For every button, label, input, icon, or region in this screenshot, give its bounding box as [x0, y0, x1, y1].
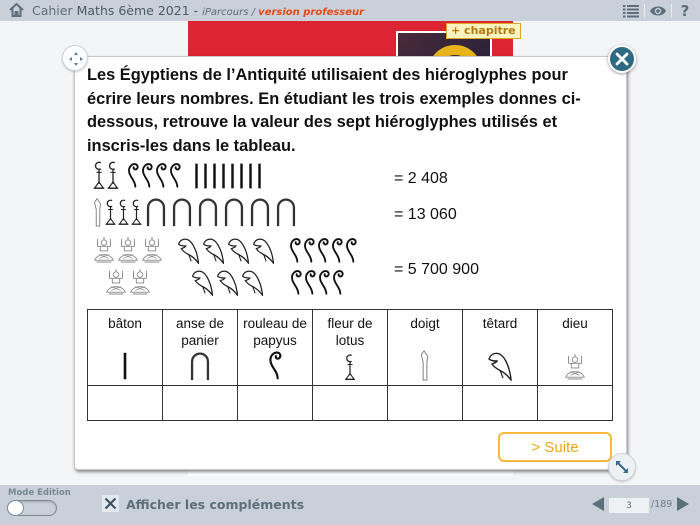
- header-cell-rouleau: [238, 310, 313, 386]
- header-cell-tetard: [463, 310, 538, 386]
- papyrus-scroll-icon: [316, 236, 330, 264]
- stick-icon: [228, 162, 237, 190]
- basket-handle-icon: [247, 197, 273, 227]
- answer-cell-dieu[interactable]: [538, 386, 613, 421]
- mode-edition-toggle[interactable]: [7, 500, 57, 516]
- tadpole-icon: [251, 237, 276, 264]
- papyrus-scroll-icon: [330, 236, 344, 264]
- list-icon[interactable]: [622, 2, 640, 19]
- god-icon: [116, 236, 140, 264]
- lotus-icon: [117, 197, 130, 227]
- papyrus-scroll-icon: [344, 236, 358, 264]
- move-handle[interactable]: [62, 45, 88, 71]
- home-icon[interactable]: [9, 3, 24, 17]
- header-cell-lotus: [313, 310, 388, 386]
- previous-page-icon[interactable]: [592, 497, 604, 511]
- tadpole-icon: [215, 269, 240, 296]
- lotus-icon: [313, 353, 387, 381]
- x-mark-icon: [104, 497, 117, 510]
- finger-icon: [388, 349, 462, 381]
- example-3-value: = 5 700 900: [394, 261, 479, 278]
- lotus-icon: [104, 197, 117, 227]
- example-1-value: = 2 408: [394, 170, 448, 187]
- header-label: bâton: [108, 316, 142, 331]
- title-main: Cahier: [32, 3, 73, 18]
- stick-icon: [255, 162, 264, 190]
- divider: [671, 4, 672, 18]
- tadpole-icon: [240, 269, 265, 296]
- stick-icon: [237, 162, 246, 190]
- eye-icon[interactable]: [649, 2, 667, 19]
- page-number-input[interactable]: [609, 498, 649, 513]
- god-icon: [92, 236, 116, 264]
- header-label: anse de: [175, 316, 225, 331]
- papyrus-scroll-icon: [238, 349, 312, 381]
- top-bar: [0, 0, 700, 21]
- table-header-row: [88, 310, 613, 386]
- complements-label[interactable]: Afficher les compléments: [126, 497, 305, 512]
- papyrus-scroll-icon: [302, 236, 316, 264]
- tadpole-icon: [176, 237, 201, 264]
- next-button[interactable]: > Suite: [498, 432, 612, 462]
- next-page-icon[interactable]: [677, 497, 689, 511]
- god-icon: [140, 236, 164, 264]
- stick-icon: [210, 162, 219, 190]
- god-icon: [128, 268, 152, 296]
- answer-cell-tetard[interactable]: [463, 386, 538, 421]
- answer-cell-baton[interactable]: [88, 386, 163, 421]
- app-title: [32, 3, 364, 18]
- stick-icon: [88, 351, 162, 381]
- papyrus-scroll-icon: [288, 236, 302, 264]
- tadpole-icon: [201, 237, 226, 264]
- header-cell-anse: [163, 310, 238, 386]
- table-answer-row: [88, 386, 613, 421]
- close-icon: [615, 52, 629, 66]
- basket-handle-icon: [143, 197, 169, 227]
- complements-checkbox[interactable]: [102, 495, 119, 512]
- toggle-knob: [7, 500, 24, 516]
- tadpole-icon: [226, 237, 251, 264]
- answer-cell-anse[interactable]: [163, 386, 238, 421]
- chapter-badge[interactable]: + chapitre: [446, 23, 521, 39]
- header-label-2: panier: [181, 333, 219, 348]
- stick-icon: [246, 162, 255, 190]
- god-icon: [104, 268, 128, 296]
- divider: [644, 4, 645, 18]
- finger-icon: [92, 197, 104, 227]
- close-button[interactable]: [608, 45, 636, 73]
- header-label-2: lotus: [335, 333, 365, 348]
- header-label: fleur de: [327, 316, 373, 331]
- answer-cell-rouleau[interactable]: [238, 386, 313, 421]
- example-1-glyphs: [92, 160, 264, 190]
- stick-icon: [201, 162, 210, 190]
- move-arrows-icon: [63, 46, 89, 72]
- header-label: doigt: [410, 316, 440, 331]
- title-parcours: iParcours /: [202, 7, 259, 18]
- header-label: rouleau de: [243, 316, 307, 331]
- basket-handle-icon: [221, 197, 247, 227]
- hieroglyph-table: [87, 309, 613, 421]
- papyrus-scroll-icon: [168, 160, 182, 190]
- tadpole-icon: [463, 351, 537, 381]
- papyrus-scroll-icon: [289, 268, 303, 296]
- example-2-value: = 13 060: [394, 206, 457, 223]
- header-label: têtard: [482, 316, 518, 331]
- lotus-icon: [92, 160, 106, 190]
- papyrus-scroll-icon: [126, 160, 140, 190]
- papyrus-scroll-icon: [154, 160, 168, 190]
- stick-icon: [219, 162, 228, 190]
- stick-icon: [192, 162, 201, 190]
- god-icon: [538, 353, 612, 381]
- basket-handle-icon: [169, 197, 195, 227]
- answer-cell-doigt[interactable]: [388, 386, 463, 421]
- resize-arrows-icon: [614, 459, 630, 475]
- papyrus-scroll-icon: [317, 268, 331, 296]
- basket-handle-icon: [273, 197, 299, 227]
- lotus-icon: [106, 160, 120, 190]
- header-label: dieu: [562, 316, 588, 331]
- header-cell-doigt: [388, 310, 463, 386]
- top-icons: [622, 2, 694, 19]
- help-icon[interactable]: ?: [680, 1, 690, 20]
- header-label-2: papyus: [253, 333, 297, 348]
- header-cell-dieu: [538, 310, 613, 386]
- basket-handle-icon: [195, 197, 221, 227]
- page-total: /189: [651, 499, 673, 510]
- example-2-glyphs: [92, 197, 299, 227]
- example-3-glyphs-row1: [92, 236, 358, 264]
- tadpole-icon: [190, 269, 215, 296]
- lotus-icon: [130, 197, 143, 227]
- title-version: version professeur: [258, 7, 365, 18]
- papyrus-scroll-icon: [303, 268, 317, 296]
- bottom-bar: [0, 485, 700, 525]
- papyrus-scroll-icon: [331, 268, 345, 296]
- basket-handle-icon: [163, 351, 237, 381]
- example-3-glyphs-row2: [104, 268, 345, 296]
- title-app: Maths 6ème 2021 -: [72, 3, 203, 18]
- papyrus-scroll-icon: [140, 160, 154, 190]
- question-text: Les Égyptiens de l’Antiquité utilisaient des hiéroglyphes pour écrire leurs nombres. En étudiant les trois exemples donnes ci-dessous, retrouve la valeur des sept hiéroglyphes utilisés et inscris-les dans le tableau.: [87, 66, 581, 155]
- resize-handle[interactable]: [608, 453, 636, 481]
- mode-edition-label: Mode Edition: [8, 488, 71, 498]
- answer-cell-lotus[interactable]: [313, 386, 388, 421]
- header-cell-baton: [88, 310, 163, 386]
